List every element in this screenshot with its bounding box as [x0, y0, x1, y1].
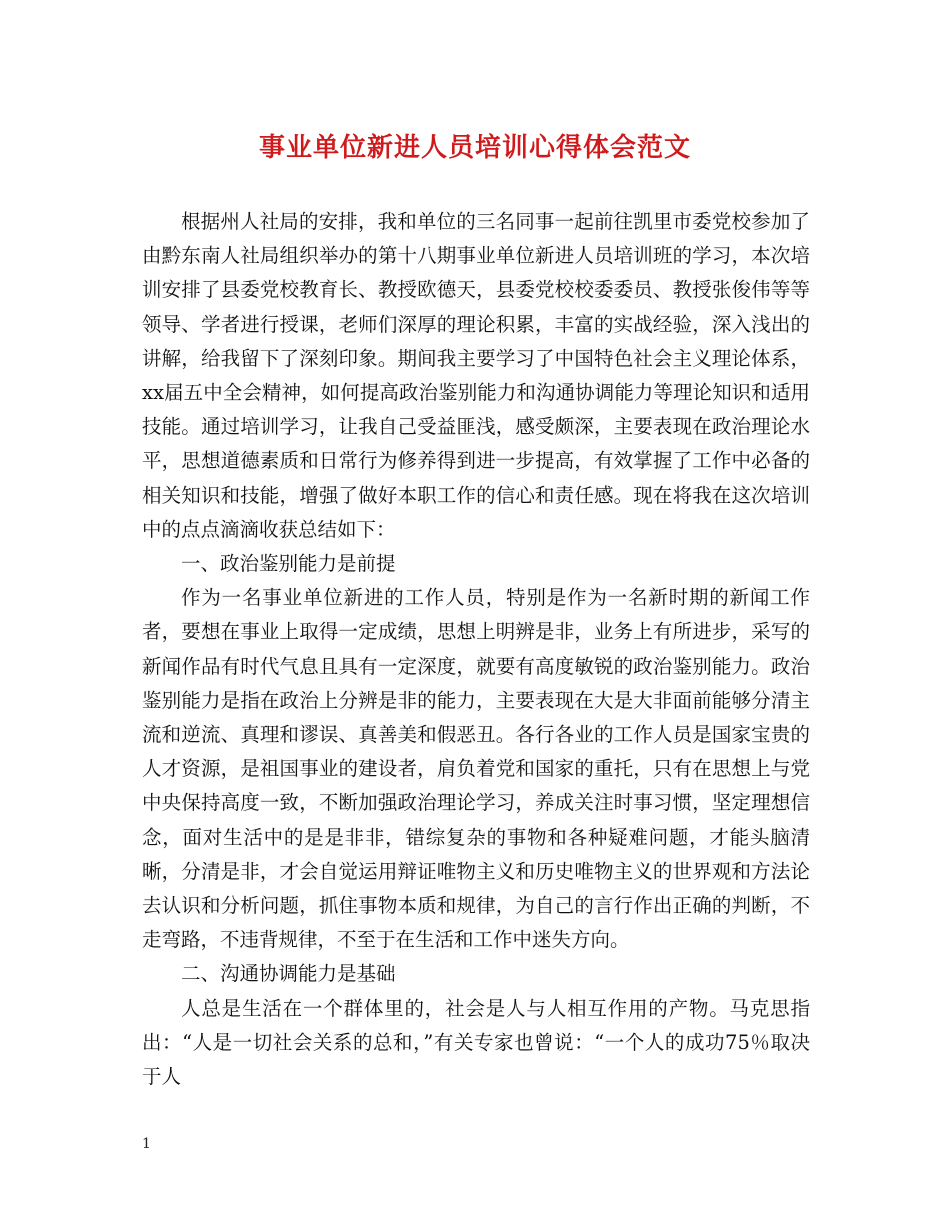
paragraph-section-1: 作为一名事业单位新进的工作人员，特别是作为一名新时期的新闻工作者，要想在事业上取得一定成绩，思想上明辨是非，业务上有所进步，采写的新闻作品有时代气息且具有一定深度，就要有高度敏锐的政治鉴别能力。政治鉴别能力是指在政治上分辨是非的能力，主要表现在大是大非面前能够分清主流和逆流、真理和谬误、真善美和假恶丑。各行各业的工作人员是国家宝贵的人才资源，是祖国事业的建设者，肩负着党和国家的重托，只有在思想上与党中央保持高度一致，不断加强政治理论学习，养成关注时事习惯，坚定理想信念，面对生活中的是是非非，错综复杂的事物和各种疑难问题，才能头脑清晰，分清是非，才会自觉运用辩证唯物主义和历史唯物主义的世界观和方法论去认识和分析问题，抓住事物本质和规律，为自己的言行作出正确的判断，不走弯路，不违背规律，不至于在生活和工作中迷失方向。	[142, 586, 810, 952]
section-heading-2: 二、沟通协调能力是基础	[181, 962, 396, 986]
paragraph-intro: 根据州人社局的安排，我和单位的三名同事一起前往凯里市委党校参加了由黔东南人社局组织举办的第十八期事业单位新进人员培训班的学习，本次培训安排了县委党校教育长、教授欧德天，县委党校校委委员、教授张俊伟等等领导、学者进行授课，老师们深厚的理论积累，丰富的实战经验，深入浅出的讲解，给我留下了深刻印象。期间我主要学习了中国特色社会主义理论体系，xx届五中全会精神，如何提高政治鉴别能力和沟通协调能力等理论知识和适用技能。通过培训学习，让我自己受益匪浅，感受颇深，主要表现在政治理论水平，思想道德素质和日常行为修养得到进一步提高，有效掌握了工作中必备的相关知识和技能，增强了做好本职工作的信心和责任感。现在将我在这次培训中的点点滴滴收获总结如下：	[142, 210, 810, 541]
paragraph-section-2: 人总是生活在一个群体里的，社会是人与人相互作用的产物。马克思指出：“人是一切社会关系的总和，”有关专家也曾说：“一个人的成功75％取决于人	[142, 996, 810, 1089]
document-body	[142, 205, 810, 1094]
document-title: 事业单位新进人员培训心得体会范文	[258, 133, 691, 163]
page-number: 1	[142, 1136, 151, 1152]
section-heading-1: 一、政治鉴别能力是前提	[181, 552, 396, 576]
